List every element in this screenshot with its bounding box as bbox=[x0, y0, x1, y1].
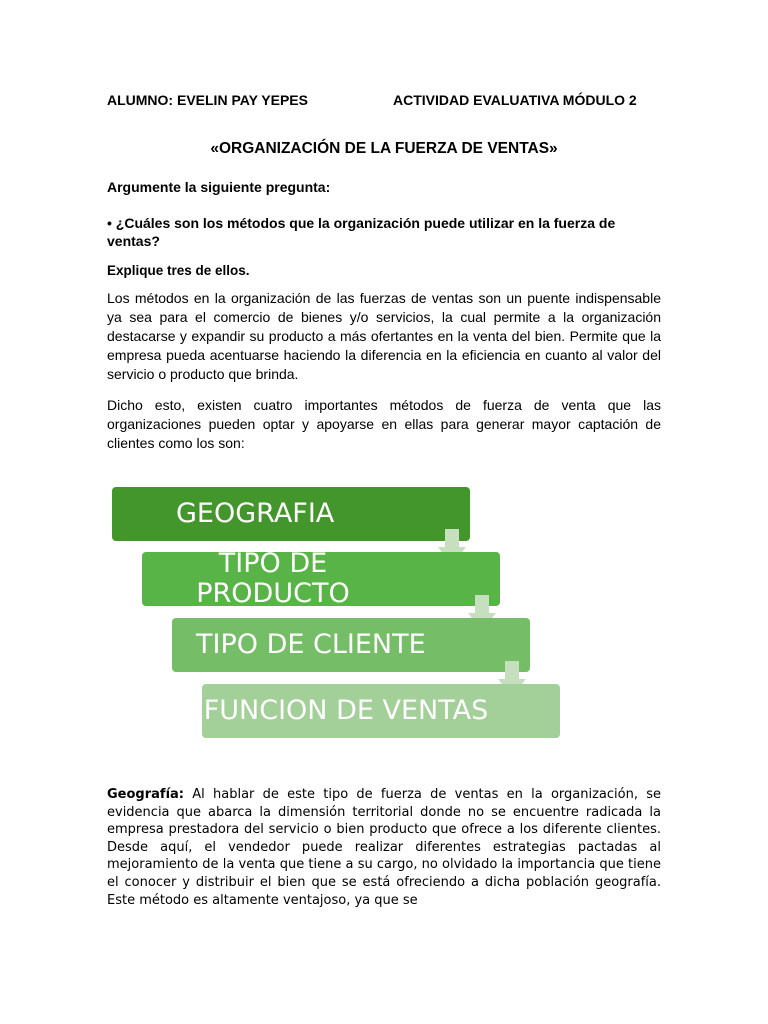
step-tipo-de-cliente: TIPO DE CLIENTE bbox=[172, 618, 530, 672]
section-body: Al hablar de este tipo de fuerza de ventas en la organización, se evidencia que abarca la dimensión territorial donde no se encuentre radicada la empresa prestadora del servicio o bien producto que ofrece a los diferente clientes. Desde aquí, el vendedor puede realizar diferentes estrategias pactadas al mejoramiento de la venta que tiene a su cargo, no olvidado la importancia que tiene el conocer y distribuir el bien que se está ofreciendo a dicha población geografía. Este método es altamente ventajoso, ya que se bbox=[107, 787, 661, 908]
paragraph-methods: Dicho esto, existen cuatro importantes métodos de fuerza de venta que las organizaciones pueden optar y apoyarse en ellas para generar mayor captación de clientes como los son: bbox=[107, 397, 661, 451]
step-funcion-de-ventas: FUNCION DE VENTAS bbox=[202, 684, 560, 738]
paragraph-intro: Los métodos en la organización de las fuerzas de ventas son un puente indispensable ya sea para el comercio de bienes y/o servicios, la cual permite a la organización destacarse y expandir su producto a más ofertantes en la venta del bien. Permite que la empresa pueda acentuarse haciendo la diferencia en la eficiencia en cuanto al valor del servicio o producto que brinda. bbox=[107, 290, 661, 382]
methods-process-diagram bbox=[110, 485, 570, 747]
question-text: • ¿Cuáles son los métodos que la organización puede utilizar en la fuerza de ventas? bbox=[107, 215, 616, 249]
activity-label: ACTIVIDAD EVALUATIVA MÓDULO 2 bbox=[393, 92, 637, 108]
section-heading: Geografía: bbox=[107, 787, 184, 802]
document-title: «ORGANIZACIÓN DE LA FUERZA DE VENTAS» bbox=[210, 140, 558, 157]
instruction-text: Explique tres de ellos. bbox=[107, 263, 250, 278]
section-geografia bbox=[107, 786, 661, 909]
student-name: ALUMNO: EVELIN PAY YEPES bbox=[107, 92, 308, 108]
prompt-text: Argumente la siguiente pregunta: bbox=[107, 179, 331, 195]
step-tipo-de-producto: TIPO DE PRODUCTO bbox=[142, 552, 500, 606]
step-geografia: GEOGRAFIA bbox=[112, 487, 470, 541]
